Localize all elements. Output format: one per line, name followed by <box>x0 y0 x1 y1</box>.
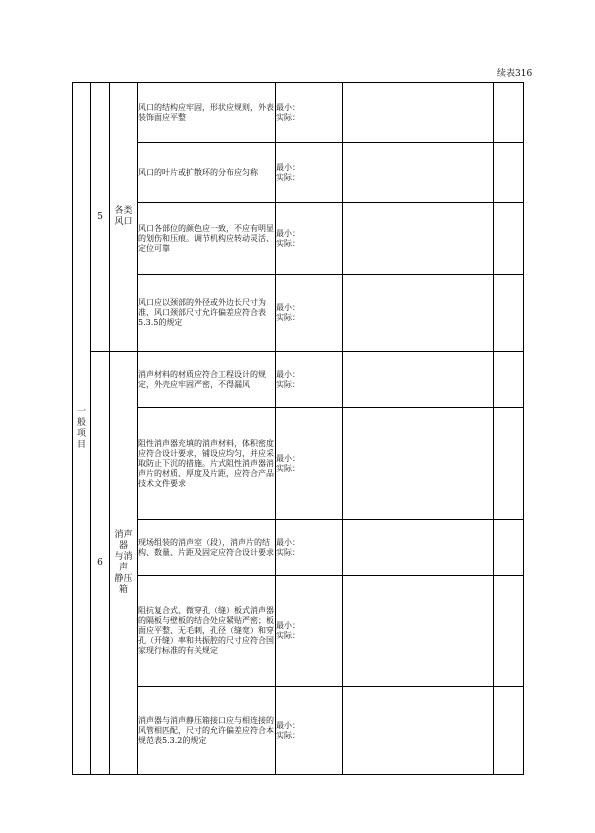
actual-label: 实际： <box>276 631 300 640</box>
min-label: 最小： <box>276 102 300 112</box>
table-row <box>73 83 524 143</box>
table-row <box>73 576 524 687</box>
measurement-cell[interactable] <box>276 576 343 687</box>
remark-cell[interactable] <box>494 687 524 775</box>
table-row <box>73 275 524 352</box>
table-row <box>73 520 524 576</box>
actual-label: 实际： <box>276 172 300 182</box>
item-name-line: 消声 <box>114 530 133 540</box>
result-cell[interactable] <box>343 408 494 520</box>
min-label: 最小： <box>276 720 300 730</box>
result-cell[interactable] <box>343 143 494 203</box>
table-row <box>73 687 524 775</box>
actual-label: 实际： <box>276 463 300 473</box>
min-label: 最小： <box>276 621 300 630</box>
requirement-text: 风口的结构应牢固，形状应规则，外表装饰面应平整 <box>138 83 276 143</box>
item-name-line: 各类 <box>114 206 133 216</box>
item-name-line: 风口 <box>114 217 133 227</box>
category-char: 一 <box>76 406 86 417</box>
category-char: 项 <box>76 428 86 439</box>
measurement-cell[interactable] <box>276 408 343 520</box>
remark-cell[interactable] <box>494 143 524 203</box>
measurement-cell[interactable] <box>276 687 343 775</box>
min-label: 最小： <box>276 228 300 238</box>
item-name-line: 与消 <box>114 552 133 562</box>
table-row <box>73 408 524 520</box>
result-cell[interactable] <box>343 352 494 408</box>
min-label: 最小： <box>276 303 300 312</box>
item-name-line: 器 <box>118 541 128 551</box>
category-label <box>73 407 90 451</box>
category-char: 目 <box>76 439 86 450</box>
continuation-label: 续表316 <box>497 69 533 79</box>
actual-label: 实际： <box>276 730 300 740</box>
table-row <box>73 143 524 203</box>
measurement-cell[interactable] <box>276 83 343 143</box>
table-row <box>73 352 524 408</box>
category-cell <box>73 83 91 775</box>
measurement-cell[interactable] <box>276 143 343 203</box>
requirement-text: 阻抗复合式、微穿孔（缝）板式消声器的隔板与壁板的结合处应紧贴严密；板面应平整、无毛刺，孔径（缝宽）和穿孔（开缝）率和共振腔的尺寸应符合国家现行标准的有关规定 <box>138 576 276 687</box>
remark-cell[interactable] <box>494 576 524 687</box>
remark-cell[interactable] <box>494 275 524 352</box>
remark-cell[interactable] <box>494 352 524 408</box>
measurement-cell[interactable] <box>276 203 343 275</box>
requirement-text: 风口应以颈部的外径或外边长尺寸为准，风口颈部尺寸允许偏差应符合表5.3.5的规定 <box>138 275 276 352</box>
actual-label: 实际： <box>276 313 300 322</box>
min-label: 最小： <box>276 453 300 463</box>
result-cell[interactable] <box>343 275 494 352</box>
result-cell[interactable] <box>343 203 494 275</box>
requirement-text: 风口的叶片或扩散环的分布应匀称 <box>138 143 276 203</box>
item-name-line: 箱 <box>118 585 128 595</box>
actual-label: 实际： <box>276 238 300 248</box>
category-char: 般 <box>76 417 86 428</box>
remark-cell[interactable] <box>494 203 524 275</box>
item-name <box>110 83 138 352</box>
min-label: 最小： <box>276 369 300 379</box>
item-name <box>110 352 138 775</box>
item-number: 5 <box>91 83 110 352</box>
result-cell[interactable] <box>343 576 494 687</box>
item-name-line: 静压 <box>114 574 133 584</box>
table-row <box>73 203 524 275</box>
requirement-text: 风口各部位的颜色应一致，不应有明显的划伤和压痕。调节机构应转动灵活、定位可靠 <box>138 203 276 275</box>
min-label: 最小： <box>276 537 300 547</box>
requirement-text: 阻性消声器充填的消声材料，体积密度应符合设计要求，铺设应均匀，并应采取防止下沉的措施。片式阻性消声器消声片的材质、厚度及片距，应符合产品技术文件要求 <box>138 408 276 520</box>
inspection-table <box>72 82 524 775</box>
result-cell[interactable] <box>343 687 494 775</box>
actual-label: 实际： <box>276 547 300 557</box>
actual-label: 实际： <box>276 379 300 389</box>
remark-cell[interactable] <box>494 408 524 520</box>
requirement-text: 消声器与消声静压箱接口应与相连接的风管相匹配，尺寸的允许偏差应符合本规范表5.3.2的规定 <box>138 687 276 775</box>
result-cell[interactable] <box>343 520 494 576</box>
requirement-text: 现场组装的消声室（段），消声片的结构、数量、片距及固定应符合设计要求 <box>138 520 276 576</box>
result-cell[interactable] <box>343 83 494 143</box>
item-name-line: 声 <box>118 563 128 573</box>
requirement-text: 消声材料的材质应符合工程设计的规定，外壳应牢固严密，不得漏风 <box>138 352 276 408</box>
measurement-cell[interactable] <box>276 352 343 408</box>
actual-label: 实际： <box>276 112 300 122</box>
item-number: 6 <box>91 352 110 775</box>
remark-cell[interactable] <box>494 83 524 143</box>
measurement-cell[interactable] <box>276 520 343 576</box>
remark-cell[interactable] <box>494 520 524 576</box>
measurement-cell[interactable] <box>276 275 343 352</box>
min-label: 最小： <box>276 162 300 172</box>
